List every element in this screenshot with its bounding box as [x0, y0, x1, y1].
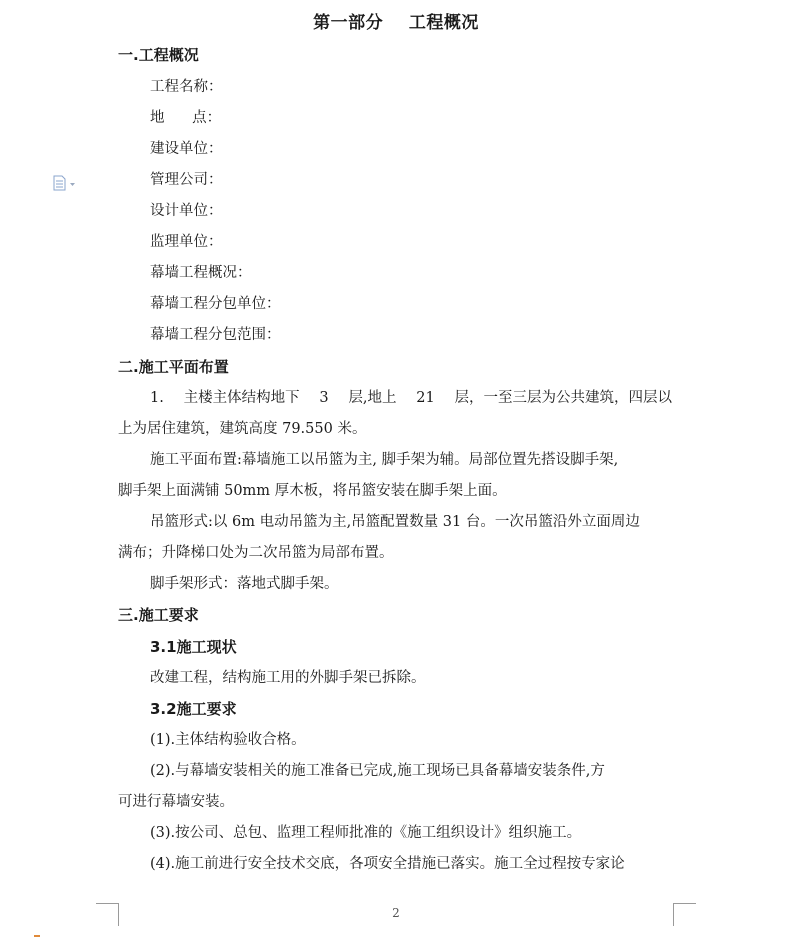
section-heading-requirements: 三.施工要求 [118, 606, 199, 624]
subheading-current-status: 3.1施工现状 [150, 638, 237, 656]
list-item-4-line1: (4).施工前进行安全技术交底，各项安全措施已落实。施工全过程按专家论 [150, 856, 625, 872]
paragraph-basket-line2: 满布；升降梯口处为二次吊篮为局部布置。 [118, 545, 394, 561]
page-corner-mark-right [673, 903, 696, 926]
subheading-requirements: 3.2施工要求 [150, 700, 237, 718]
field-supervision-unit: 监理单位： [150, 234, 223, 250]
document-icon-glyph [53, 175, 79, 191]
field-subcontract-unit: 幕墙工程分包单位： [150, 296, 281, 312]
field-curtain-wall-overview: 幕墙工程概况： [150, 265, 252, 281]
paragraph-current-status: 改建工程，结构施工用的外脚手架已拆除。 [150, 670, 426, 686]
field-design-unit: 设计单位： [150, 203, 223, 219]
section-heading-layout: 二.施工平面布置 [118, 358, 229, 376]
field-construction-unit: 建设单位： [150, 141, 223, 157]
field-management-company: 管理公司： [150, 172, 223, 188]
field-location: 地 点： [150, 110, 222, 126]
paragraph-layout-line2: 脚手架上面满铺 50mm 厚木板，将吊篮安装在脚手架上面。 [118, 483, 507, 499]
text-segment: 层，一至三层为公共建筑，四层以 [454, 390, 672, 406]
text-segment: 层,地上 [348, 390, 397, 406]
paragraph-scaffold: 脚手架形式：落地式脚手架。 [150, 576, 339, 592]
document-icon[interactable] [53, 175, 79, 191]
text-segment: 主楼主体结构地下 [183, 390, 300, 406]
list-item-3: (3).按公司、总包、监理工程师批准的《施工组织设计》组织施工。 [150, 825, 582, 841]
text-segment: 21 [416, 390, 435, 406]
list-item-1: (1).主体结构验收合格。 [150, 732, 306, 748]
paragraph-building-line1 [150, 388, 672, 408]
field-project-name: 工程名称： [150, 79, 223, 95]
page-number: 2 [392, 906, 400, 920]
page-title: 第一部分 工程概况 [313, 13, 479, 33]
text-segment: 1. [150, 390, 164, 406]
section-heading-overview: 一.工程概况 [118, 46, 199, 64]
page-corner-mark-left [96, 903, 119, 926]
paragraph-layout-line1: 施工平面布置:幕墙施工以吊篮为主, 脚手架为辅。局部位置先搭设脚手架, [150, 452, 619, 468]
text-segment: 3 [319, 390, 329, 406]
list-item-2-line2: 可进行幕墙安装。 [118, 794, 234, 810]
list-item-2-line1: (2).与幕墙安装相关的施工准备已完成,施工现场已具备幕墙安装条件,方 [150, 763, 605, 779]
paragraph-building-line2: 上为居住建筑，建筑高度 79.550 米。 [118, 421, 367, 437]
paragraph-basket-line1: 吊篮形式:以 6m 电动吊篮为主,吊篮配置数量 31 台。一次吊篮沿外立面周边 [150, 514, 640, 530]
decorative-mark [34, 935, 40, 937]
field-subcontract-scope: 幕墙工程分包范围： [150, 327, 281, 343]
